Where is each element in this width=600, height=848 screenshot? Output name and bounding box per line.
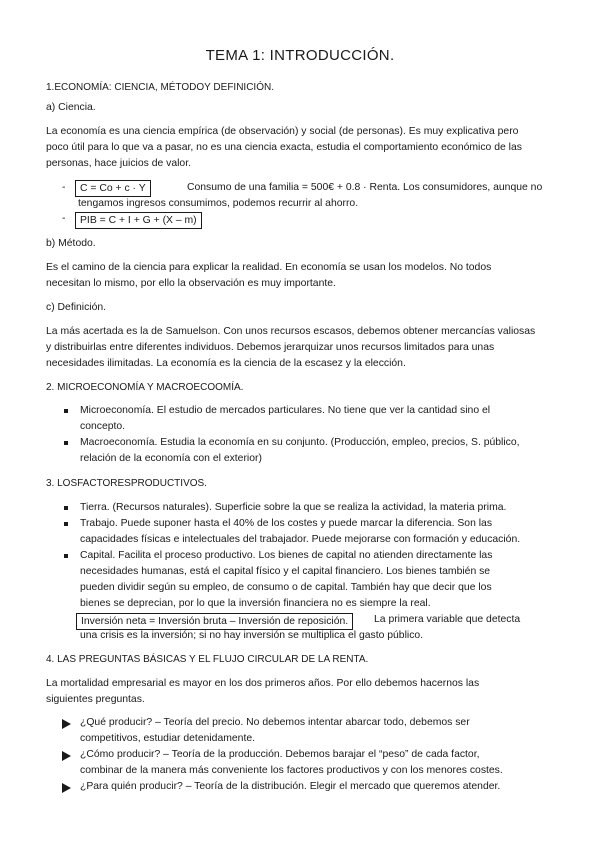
dash-bullet: - bbox=[62, 182, 66, 193]
list-item-text: Microeconomía. El estudio de mercados particulares. No tiene que ver la cantidad sino el bbox=[80, 405, 491, 416]
page-title: TEMA 1: INTRODUCCIÓN. bbox=[205, 47, 395, 64]
list-item-text: relación de la economía con el exterior) bbox=[80, 453, 262, 464]
paragraph-line: necesidades ilimitadas. La economía es la ciencia de la escasez y la elección. bbox=[46, 358, 406, 369]
paragraph-line: La economía es una ciencia empírica (de observación) y social (de personas). Es muy explicativa pero bbox=[46, 126, 519, 137]
subsection-a-label: a) Ciencia. bbox=[46, 102, 96, 113]
list-item-text: Trabajo. Puede suponer hasta el 40% de los costes y puede marcar la diferencia. Son las bbox=[80, 518, 493, 529]
list-item-text: La primera variable que detecta bbox=[374, 614, 521, 625]
square-bullet bbox=[64, 409, 68, 413]
square-bullet bbox=[64, 522, 68, 526]
paragraph-line: La más acertada es la de Samuelson. Con unos recursos escasos, debemos obtener mercancías valiosas bbox=[46, 326, 536, 337]
square-bullet bbox=[64, 554, 68, 558]
list-item-text: ¿Cómo producir? – Teoría de la producción. Debemos barajar el “peso” de cada factor, bbox=[80, 749, 480, 760]
list-item-text: una crisis es la inversión; si no hay inversión se multiplica el gasto público. bbox=[80, 630, 424, 641]
paragraph-line: poco útil para lo que va a pasar, no es una ciencia exacta, estudia el comportamiento económico de las bbox=[46, 142, 522, 153]
list-item-text: necesidades humanas, está el capital físico y el capital financiero. Los bienes también se bbox=[80, 566, 491, 577]
dash-bullet: - bbox=[62, 213, 66, 224]
pib-formula-box: PIB = C + I + G + (X – m) bbox=[75, 212, 202, 229]
paragraph-line: y distribuirlas entre diferentes individuos. Debemos jerarquizar unos recursos limitados para unas bbox=[46, 342, 495, 353]
list-item-text: ¿Qué producir? – Teoría del precio. No debemos intentar abarcar todo, debemos ser bbox=[80, 717, 470, 728]
list-item-text: concepto. bbox=[80, 421, 126, 432]
list-item-text: pueden dividir según su empleo, de consumo o de capital. También hay que decir que los bbox=[80, 582, 492, 593]
paragraph-line: necesitan lo mismo, por ello la observación es muy importante. bbox=[46, 278, 336, 289]
list-item-text: competitivos, estudiar detenidamente. bbox=[80, 733, 256, 744]
paragraph-line: personas, hace juicios de valor. bbox=[46, 158, 191, 169]
paragraph-line: Es el camino de la ciencia para explicar la realidad. En economía se usan los modelos. No todos bbox=[46, 262, 492, 273]
paragraph-line: siguientes preguntas. bbox=[46, 694, 145, 705]
arrow-bullet-icon bbox=[62, 783, 71, 793]
list-item-text: Consumo de una familia = 500€ + 0.8 · Renta. Los consumidores, aunque no bbox=[187, 182, 543, 193]
section-4-heading: 4. LAS PREGUNTAS BÁSICAS Y EL FLUJO CIRCULAR DE LA RENTA. bbox=[46, 654, 369, 665]
paragraph-line: La mortalidad empresarial es mayor en los dos primeros años. Por ello debemos hacernos las bbox=[46, 678, 480, 689]
square-bullet bbox=[64, 441, 68, 445]
square-bullet bbox=[64, 506, 68, 510]
list-item-text: Macroeconomía. Estudia la economía en su conjunto. (Producción, empleo, precios, S. público, bbox=[80, 437, 520, 448]
subsection-b-label: b) Método. bbox=[46, 238, 96, 249]
list-item-text: bienes se deprecian, por lo que la inversión financiera no es siempre la real. bbox=[80, 598, 431, 609]
list-item-text: capacidades físicas e intelectuales del trabajador. Puede mejorarse con formación y educación. bbox=[80, 534, 521, 545]
section-2-heading: 2. MICROECONOMÍA Y MACROECOOMÍA. bbox=[46, 382, 244, 393]
list-item-text: ¿Para quién producir? – Teoría de la distribución. Elegir el mercado que queremos atender. bbox=[80, 781, 501, 792]
list-item-text: tengamos ingresos consumimos, podemos recurrir al ahorro. bbox=[78, 198, 359, 209]
arrow-bullet-icon bbox=[62, 719, 71, 729]
subsection-c-label: c) Definición. bbox=[46, 302, 107, 313]
list-item-text: Capital. Facilita el proceso productivo. Los bienes de capital no atienden directamente las bbox=[80, 550, 493, 561]
section-1-heading: 1.ECONOMÍA: CIENCIA, MÉTODOY DEFINICIÓN. bbox=[46, 82, 274, 93]
section-3-heading: 3. LOSFACTORESPRODUCTIVOS. bbox=[46, 478, 207, 489]
consumption-formula-box: C = Co + c · Y bbox=[75, 180, 151, 197]
list-item-text: Tierra. (Recursos naturales). Superficie sobre la que se realiza la actividad, la materia prima. bbox=[80, 502, 507, 513]
net-investment-formula-box: Inversión neta = Inversión bruta – Inversión de reposición. bbox=[76, 613, 353, 630]
arrow-bullet-icon bbox=[62, 751, 71, 761]
list-item-text: combinar de la manera más conveniente los factores productivos y con los menores costes. bbox=[80, 765, 503, 776]
